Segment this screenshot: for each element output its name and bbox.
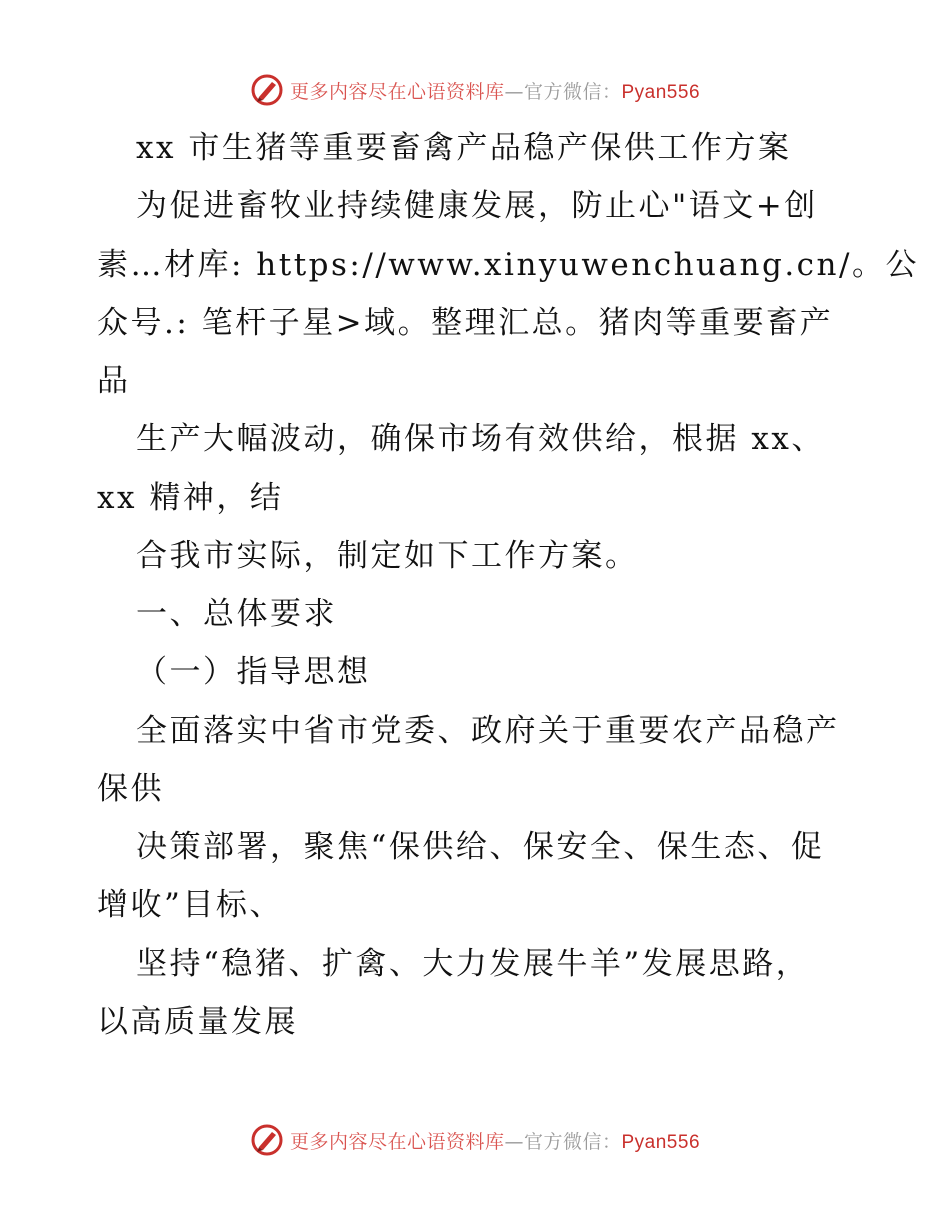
paragraph-line: 保供 (97, 771, 164, 807)
section-heading: 一、总体要求 (136, 596, 337, 632)
paragraph-line: 合我市实际，制定如下工作方案。 (136, 538, 639, 574)
footer-watermark (0, 1120, 950, 1160)
paragraph-line: 为促进畜牧业持续健康发展，防止心"语文+创 (136, 188, 818, 224)
watermark-text (290, 77, 700, 104)
watermark-dash: — (504, 1130, 524, 1153)
pen-logo-icon (250, 73, 284, 107)
paragraph-line: 增收”目标、 (97, 887, 283, 923)
paragraph-line: 品 (97, 363, 131, 399)
header-watermark (0, 70, 950, 110)
paragraph-line: 众号.: 笔杆子星>域。整理汇总。猪肉等重要畜产 (97, 305, 834, 341)
paragraph-line: 生产大幅波动，确保市场有效供给，根据 xx、 (136, 421, 825, 457)
watermark-wechat-label: 官方微信： (523, 80, 622, 103)
watermark-dash: — (504, 80, 524, 103)
watermark-text (290, 1127, 700, 1154)
watermark-wechat-id: Pyan556 (621, 81, 701, 103)
paragraph-line: 全面落实中省市党委、政府关于重要农产品稳产 (136, 713, 840, 749)
paragraph-line: 决策部署，聚焦“保供给、保安全、保生态、促 (136, 829, 825, 865)
pen-logo-icon (250, 1123, 284, 1157)
watermark-wechat-label: 官方微信： (523, 1130, 622, 1153)
subsection-heading: （一）指导思想 (136, 654, 371, 690)
paragraph-line: 素…材库: https://www.xinyuwenchuang.cn/。公 (97, 247, 919, 283)
watermark-library-name: 更多内容尽在心语资料库 (289, 80, 505, 103)
paragraph-line: 以高质量发展 (97, 1004, 298, 1040)
document-title: xx 市生猪等重要畜禽产品稳产保供工作方案 (136, 130, 792, 166)
paragraph-line: xx 精神，结 (97, 480, 284, 516)
paragraph-line: 坚持“稳猪、扩禽、大力发展牛羊”发展思路， (136, 946, 810, 982)
watermark-wechat-id: Pyan556 (621, 1131, 701, 1153)
watermark-library-name: 更多内容尽在心语资料库 (289, 1130, 505, 1153)
